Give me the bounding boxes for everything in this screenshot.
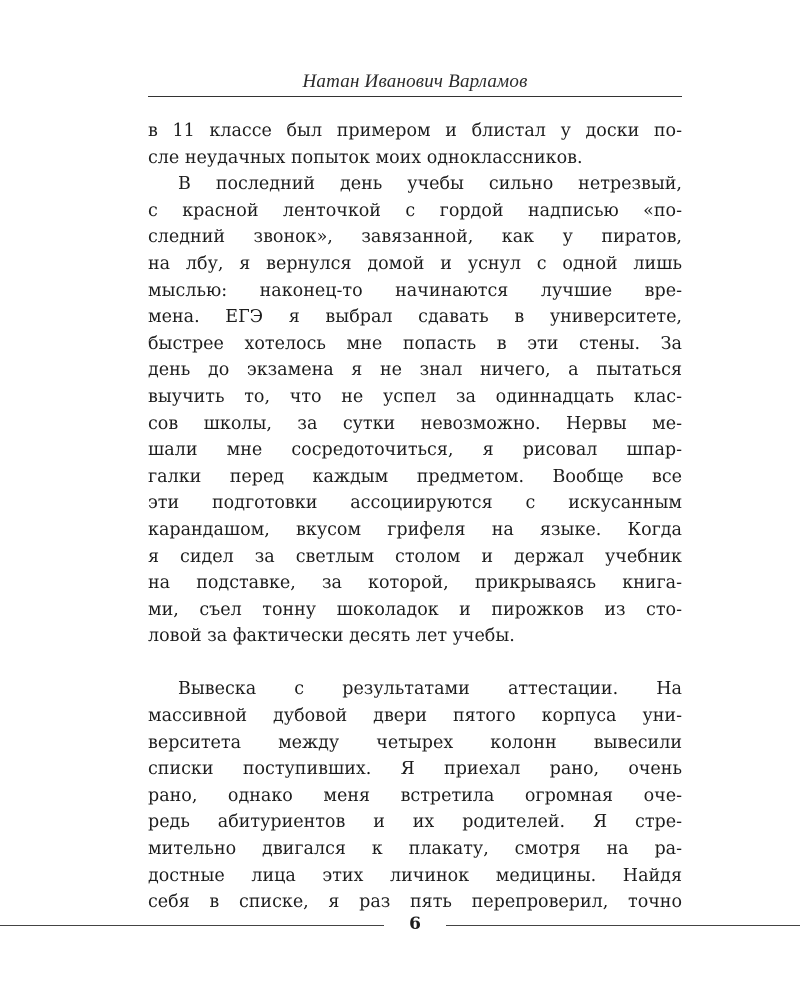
text-line: эти подготовки ассоциируются с искусанным [148, 493, 682, 514]
text-line: себя в списке, я раз пять перепроверил, точно [148, 892, 682, 913]
text-line: в 11 классе был примером и блистал у доски по- [148, 121, 682, 141]
text-line: списки поступивших. Я приехал рано, очень [148, 759, 682, 780]
text-line: мыслью: наконец-то начинаются лучшие вре- [148, 280, 682, 301]
text-line: быстрее хотелось мне попасть в эти стены. За [148, 333, 682, 354]
footer-rule-left [0, 925, 384, 926]
footer-rule-right [446, 925, 800, 926]
text-line: мительно двигался к плакату, смотря на ра- [148, 839, 682, 860]
page-number: 6 [409, 914, 421, 934]
text-line: массивной дубовой двери пятого корпуса уни- [148, 706, 682, 727]
text-line-paragraph-start: Вывеска с результатами аттестации. На [178, 679, 682, 700]
page-footer [0, 910, 800, 940]
text-line: рано, однако меня встретила огромная оче- [148, 785, 682, 806]
text-line: шали мне сосредоточиться, я рисовал шпар- [148, 440, 682, 461]
text-line: редь абитуриентов и их родителей. Я стре- [148, 812, 682, 833]
text-line: на подставке, за которой, прикрываясь книга- [148, 573, 682, 594]
text-line: карандашом, вкусом грифеля на языке. Когда [148, 519, 682, 540]
text-line: я сидел за светлым столом и держал учебник [148, 546, 682, 567]
page-text [148, 118, 682, 916]
text-line: ловой за фактически десять лет учебы. [148, 626, 515, 647]
paragraph-gap [148, 650, 682, 677]
running-header-author: Натан Иванович Варламов [148, 70, 682, 97]
text-line: с красной ленточкой с гордой надписью «по- [148, 200, 682, 221]
text-line: следний звонок», завязанной, как у пиратов, [148, 227, 682, 248]
text-line: выучить то, что не успел за одиннадцать клас- [148, 386, 682, 407]
text-line: сов школы, за сутки невозможно. Нервы ме- [148, 413, 682, 434]
text-line: ми, съел тонну шоколадок и пирожков из сто- [148, 599, 682, 620]
text-line-paragraph-start: В последний день учебы сильно нетрезвый, [178, 174, 682, 195]
text-line: мена. ЕГЭ я выбрал сдавать в университете, [148, 307, 682, 328]
text-line: верситета между четырех колонн вывесили [148, 732, 682, 753]
text-line: на лбу, я вернулся домой и уснул с одной лишь [148, 253, 682, 274]
text-line: день до экзамена я не знал ничего, а пытаться [148, 360, 682, 381]
text-line: галки перед каждым предметом. Вообще все [148, 466, 682, 487]
text-line: сле неудачных попыток моих одноклассников. [148, 147, 583, 168]
text-line: достные лица этих личинок медицины. Найдя [148, 865, 682, 886]
